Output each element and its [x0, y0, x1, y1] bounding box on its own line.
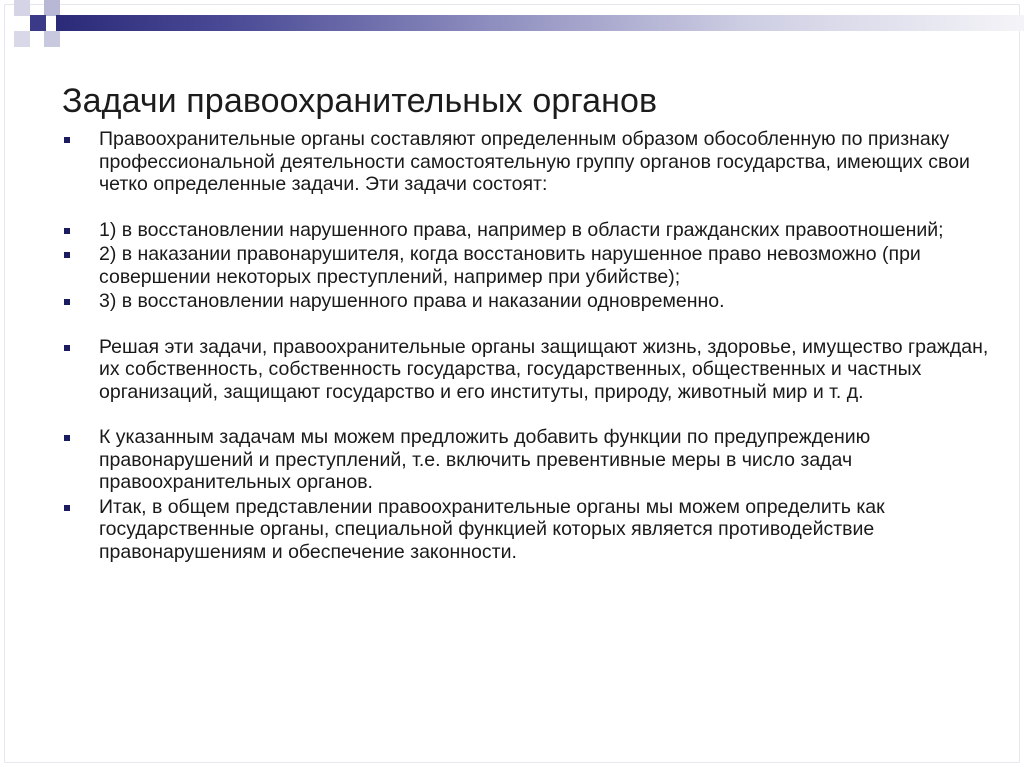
bullet-item	[62, 426, 992, 494]
decor-square-dark	[30, 15, 46, 31]
square-bullet-icon	[64, 137, 70, 143]
bullet-item	[62, 128, 992, 196]
square-bullet-icon	[64, 228, 70, 234]
bullet-text: К указанным задачам мы можем предложить добавить функции по предупреждению правонарушений и преступлений, т.е. включить превентивные меры в число задач правоохранительных органов.	[99, 426, 871, 493]
slide-title: Задачи правоохранительных органов	[62, 82, 658, 120]
header-gradient-bar	[56, 15, 1024, 31]
bullet-text: 3) в восстановлении нарушенного права и наказании одновременно.	[99, 290, 725, 312]
bullet-item	[62, 219, 992, 242]
square-bullet-icon	[64, 505, 70, 511]
bullet-text: Правоохранительные органы составляют определенным образом обособленную по признаку профессиональной деятельности самостоятельную группу органов государства, имеющих свои четко определенные задачи. Эти задачи состоят:	[99, 128, 970, 195]
bullet-item	[62, 336, 992, 404]
square-bullet-icon	[64, 252, 70, 258]
bullet-item	[62, 496, 992, 564]
square-bullet-icon	[64, 345, 70, 351]
bullet-item	[62, 243, 992, 288]
bullet-text: 1) в восстановлении нарушенного права, например в области гражданских правоотношений;	[99, 218, 944, 241]
bullet-text: 2) в наказании правонарушителя, когда восстановить нарушенное право невозможно (при совершении некоторых преступлений, например при убийстве);	[99, 243, 921, 288]
bullet-list	[62, 128, 992, 563]
square-bullet-icon	[64, 435, 70, 441]
decor-square-light	[14, 0, 30, 16]
decor-square-light	[14, 31, 30, 47]
bullet-text: Итак, в общем представлении правоохранительные органы мы можем определить как государственные органы, специальной функцией которых является противодействие правонарушениям и обеспечение законности.	[99, 495, 885, 563]
square-bullet-icon	[64, 299, 70, 305]
bullet-item	[62, 290, 992, 313]
decor-square-light	[44, 0, 60, 16]
bullet-text: Решая эти задачи, правоохранительные органы защищают жизнь, здоровье, имущество граждан, их собственность, собственность государства, государственных, общественных и частных организаций, защищают государство и его институты, природу, животный мир и т. д.	[99, 335, 989, 403]
decor-square-light	[44, 31, 60, 47]
